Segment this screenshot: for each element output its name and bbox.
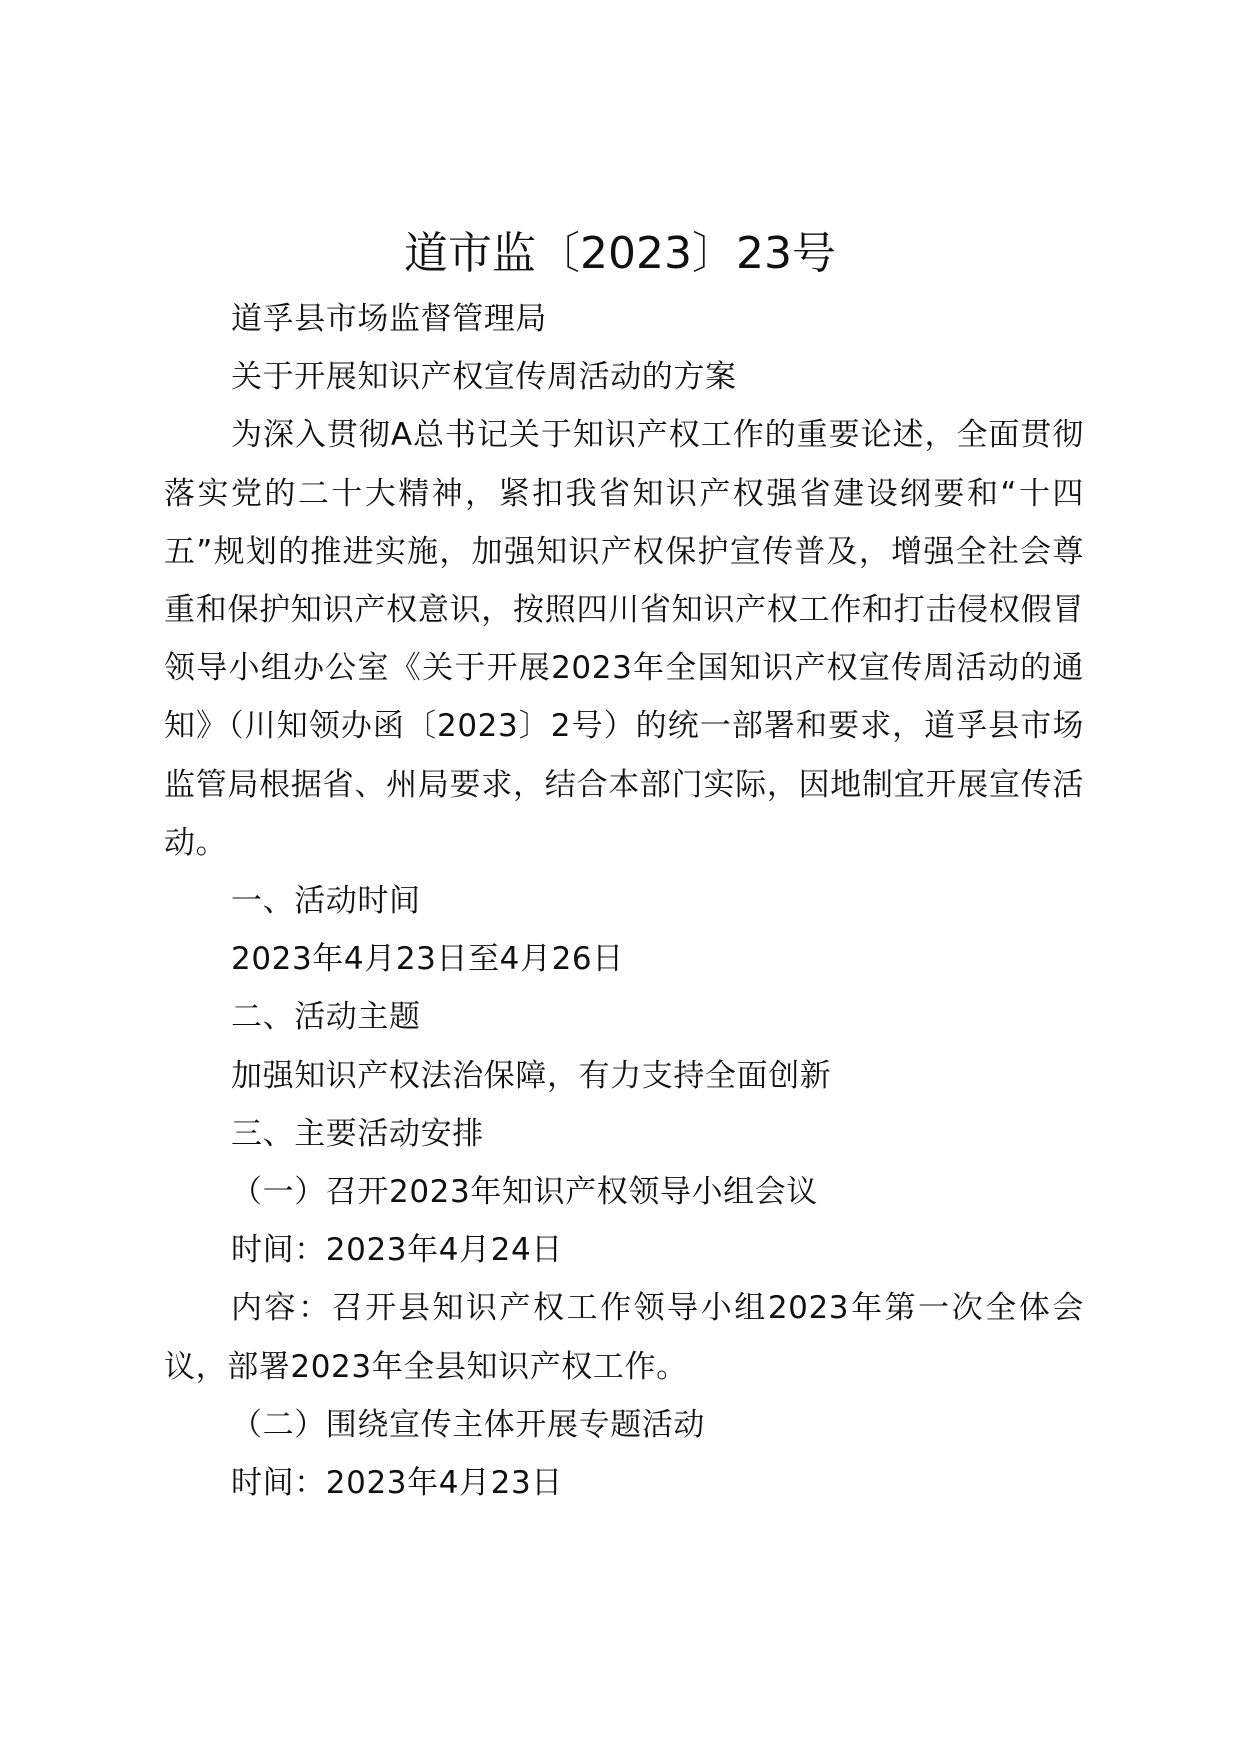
section-heading-activity-theme: 二、活动主题 <box>231 999 421 1036</box>
subsection-heading-special-activities: （二）围绕宣传主体开展专题活动 <box>231 1406 705 1443</box>
meeting-time: 时间：2023年4月24日 <box>231 1232 563 1269</box>
issuing-agency-line: 道孚县市场监督管理局 <box>231 301 547 337</box>
section-heading-activity-time: 一、活动时间 <box>231 883 421 920</box>
document-subject-line: 关于开展知识产权宣传周活动的方案 <box>231 359 737 396</box>
special-activities-time: 时间：2023年4月23日 <box>231 1465 563 1502</box>
document-number-title: 道市监〔2023〕23号 <box>404 228 836 279</box>
meeting-content: 内容：召开县知识产权工作领导小组2023年第一次全体会议，部署2023年全县知识产权工作。 <box>164 1290 1084 1385</box>
document-body <box>164 290 1084 1512</box>
section-heading-main-arrangements: 三、主要活动安排 <box>231 1115 484 1152</box>
intro-paragraph: 为深入贯彻A总书记关于知识产权工作的重要论述，全面贯彻落实党的二十大精神，紧扣我省知识产权强省建设纲要和“十四五”规划的推进实施，加强知识产权保护宣传普及，增强全社会尊重和保护知识产权意识，按照四川省知识产权工作和打击侵权假冒领导小组办公室《关于开展2023年全国知识产权宣传周活动的通知》（川知领办函〔2023〕2号）的统一部署和要求，道孚县市场监管局根据省、州局要求，结合本部门实际，因地制宜开展宣传活动。 <box>164 417 1084 861</box>
activity-time-value: 2023年4月23日至4月26日 <box>231 941 624 978</box>
activity-theme-value: 加强知识产权法治保障，有力支持全面创新 <box>231 1057 832 1094</box>
subsection-heading-meeting: （一）召开2023年知识产权领导小组会议 <box>231 1174 818 1211</box>
